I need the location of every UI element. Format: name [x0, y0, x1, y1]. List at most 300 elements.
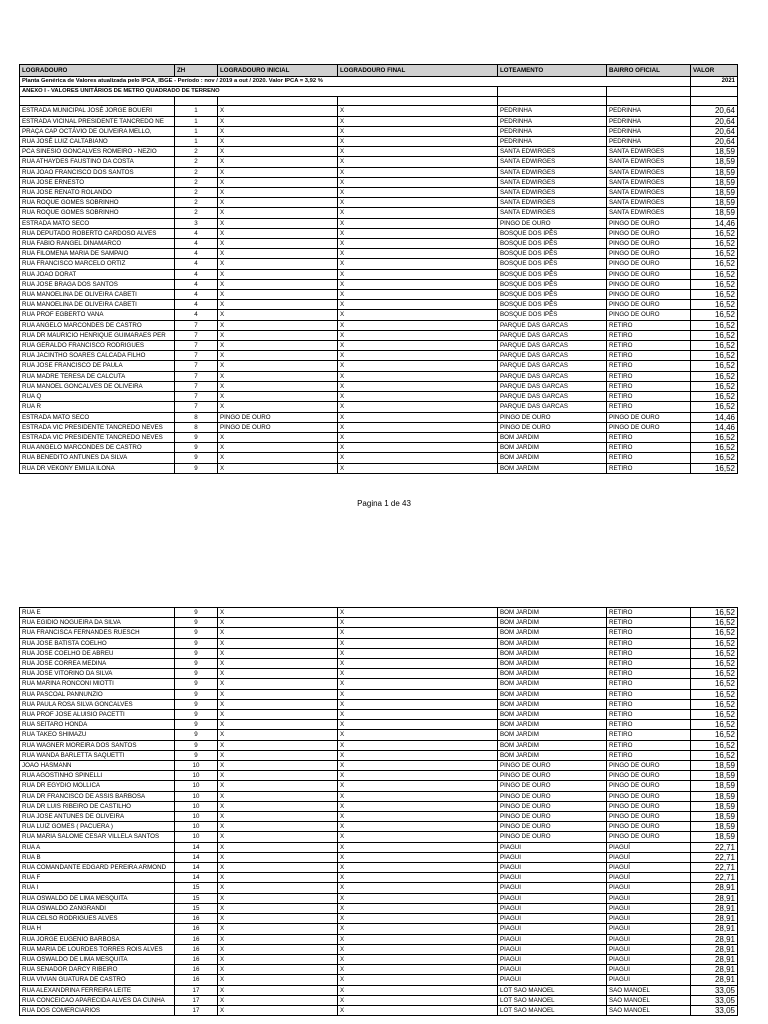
logradouro-inicial-cell: X — [218, 443, 338, 453]
logradouro-inicial-cell: X — [218, 761, 338, 771]
valor-cell: 16,52 — [691, 228, 738, 238]
table-row — [20, 781, 738, 791]
logradouro-final-cell: X — [338, 985, 498, 995]
loteamento-cell: PIAGUI — [498, 903, 607, 913]
logradouro-cell: RUA AGOSTINHO SPINELLI — [20, 771, 175, 781]
valor-cell: 18,59 — [691, 822, 738, 832]
planta-info-row — [20, 77, 738, 87]
valor-cell: 14,46 — [691, 412, 738, 422]
loteamento-cell: BOM JARDIM — [498, 689, 607, 699]
logradouro-cell: RUA JOSE COELHO DE ABREU — [20, 648, 175, 658]
zh-cell: 10 — [175, 771, 218, 781]
logradouro-cell: RUA DR EGYDIO MOLLICA — [20, 781, 175, 791]
valor-cell: 16,52 — [691, 443, 738, 453]
logradouro-final-cell: X — [338, 269, 498, 279]
table-row — [20, 608, 738, 618]
valor-cell: 14,46 — [691, 422, 738, 432]
valor-cell: 16,52 — [691, 330, 738, 340]
bairro-cell: RETIRO — [607, 638, 691, 648]
table-row — [20, 228, 738, 238]
logradouro-inicial-cell: X — [218, 249, 338, 259]
bairro-cell: PINGO DE OURO — [607, 412, 691, 422]
logradouro-cell: RUA MANOEL GONCALVES DE OLIVEIRA — [20, 381, 175, 391]
col-header-logradouro-final: LOGRADOURO FINAL — [338, 65, 498, 77]
zh-cell: 16 — [175, 914, 218, 924]
table-row — [20, 198, 738, 208]
table-row — [20, 361, 738, 371]
zh-cell: 16 — [175, 954, 218, 964]
logradouro-inicial-cell: X — [218, 290, 338, 300]
loteamento-cell: BOSQUE DOS IPÊS — [498, 290, 607, 300]
bairro-cell: RETIRO — [607, 371, 691, 381]
loteamento-cell: PEDRINHA — [498, 116, 607, 126]
logradouro-inicial-cell: X — [218, 259, 338, 269]
table-row — [20, 669, 738, 679]
table-row — [20, 812, 738, 822]
bairro-cell: SANTA EDWIRGES — [607, 208, 691, 218]
loteamento-cell: BOM JARDIM — [498, 699, 607, 709]
logradouro-final-cell: X — [338, 883, 498, 893]
bairro-cell: RETIRO — [607, 402, 691, 412]
zh-cell: 9 — [175, 608, 218, 618]
logradouro-cell: RUA JOSE VITORINO DA SILVA — [20, 669, 175, 679]
zh-cell: 1 — [175, 137, 218, 147]
bairro-cell: PINGO DE OURO — [607, 300, 691, 310]
logradouro-final-cell: X — [338, 669, 498, 679]
logradouro-cell: ESTRADA VIC PRESIDENTE TANCREDO NEVES — [20, 422, 175, 432]
bairro-cell: RETIRO — [607, 453, 691, 463]
valor-cell: 16,52 — [691, 750, 738, 760]
zh-cell: 9 — [175, 720, 218, 730]
table-row — [20, 618, 738, 628]
logradouro-final-cell: X — [338, 279, 498, 289]
valor-cell: 18,59 — [691, 177, 738, 187]
zh-cell: 15 — [175, 903, 218, 913]
zh-cell: 14 — [175, 852, 218, 862]
zh-cell: 7 — [175, 361, 218, 371]
logradouro-final-cell: X — [338, 832, 498, 842]
logradouro-cell: RUA DEPUTADO ROBERTO CARDOSO ALVES — [20, 228, 175, 238]
logradouro-final-cell: X — [338, 218, 498, 228]
logradouro-final-cell: X — [338, 137, 498, 147]
table-row — [20, 259, 738, 269]
logradouro-cell: RUA PASCOAL PANNUNZIO — [20, 689, 175, 699]
valor-cell: 22,71 — [691, 873, 738, 883]
logradouro-final-cell: X — [338, 177, 498, 187]
valor-cell: 33,05 — [691, 1005, 738, 1015]
logradouro-cell: RUA FILOMENA MARIA DE SAMPAIO — [20, 249, 175, 259]
logradouro-inicial-cell: X — [218, 883, 338, 893]
table-row — [20, 985, 738, 995]
table-row — [20, 300, 738, 310]
zh-cell: 4 — [175, 239, 218, 249]
loteamento-cell: PARQUE DAS GARCAS — [498, 381, 607, 391]
table-row — [20, 628, 738, 638]
blank-cell — [691, 97, 738, 106]
logradouro-final-cell: X — [338, 106, 498, 116]
loteamento-cell: PIAGUI — [498, 883, 607, 893]
logradouro-inicial-cell: X — [218, 116, 338, 126]
logradouro-final-cell: X — [338, 791, 498, 801]
valor-cell: 16,52 — [691, 392, 738, 402]
valor-cell: 18,59 — [691, 832, 738, 842]
logradouro-inicial-cell: X — [218, 781, 338, 791]
loteamento-cell: PINGO DE OURO — [498, 812, 607, 822]
zh-cell: 16 — [175, 944, 218, 954]
logradouro-inicial-cell: X — [218, 618, 338, 628]
logradouro-final-cell: X — [338, 720, 498, 730]
table-row — [20, 147, 738, 157]
logradouro-cell: RUA DR VEKONY EMILIA ILONA — [20, 463, 175, 473]
bairro-cell: RETIRO — [607, 699, 691, 709]
loteamento-cell: BOM JARDIM — [498, 669, 607, 679]
valor-cell: 20,64 — [691, 106, 738, 116]
logradouro-final-cell: X — [338, 801, 498, 811]
logradouro-inicial-cell: X — [218, 893, 338, 903]
bairro-cell: PINGO DE OURO — [607, 239, 691, 249]
logradouro-inicial-cell: X — [218, 699, 338, 709]
table-row — [20, 659, 738, 669]
table-row — [20, 934, 738, 944]
loteamento-cell: BOSQUE DOS IPÊS — [498, 239, 607, 249]
loteamento-cell: PIAGUI — [498, 842, 607, 852]
bairro-cell: RETIRO — [607, 330, 691, 340]
table-row — [20, 863, 738, 873]
logradouro-cell: RUA FRANCISCA FERNANDES RUESCH — [20, 628, 175, 638]
bairro-cell: PINGO DE OURO — [607, 228, 691, 238]
logradouro-final-cell: X — [338, 771, 498, 781]
bairro-cell: PIAGUÍ — [607, 873, 691, 883]
table-row — [20, 801, 738, 811]
loteamento-cell: BOSQUE DOS IPÊS — [498, 249, 607, 259]
loteamento-cell: BOSQUE DOS IPÊS — [498, 300, 607, 310]
zh-cell: 9 — [175, 463, 218, 473]
col-header-valor: VALOR — [691, 65, 738, 77]
logradouro-inicial-cell: X — [218, 659, 338, 669]
logradouro-inicial-cell: X — [218, 914, 338, 924]
valor-cell: 20,64 — [691, 137, 738, 147]
valor-cell: 16,52 — [691, 659, 738, 669]
bairro-cell: PINGO DE OURO — [607, 832, 691, 842]
zh-cell: 14 — [175, 842, 218, 852]
zh-cell: 9 — [175, 628, 218, 638]
table-row — [20, 944, 738, 954]
blank-row — [20, 97, 738, 106]
valor-cell: 18,59 — [691, 771, 738, 781]
table-row — [20, 249, 738, 259]
logradouro-final-cell: X — [338, 628, 498, 638]
bairro-cell: PIAGUI — [607, 903, 691, 913]
logradouro-cell: RUA GERALDO FRANCISCO RODRIGUES — [20, 341, 175, 351]
logradouro-final-cell: X — [338, 392, 498, 402]
table-row — [20, 771, 738, 781]
valor-cell: 16,52 — [691, 341, 738, 351]
loteamento-cell: SANTA EDWIRGES — [498, 167, 607, 177]
logradouro-inicial-cell: X — [218, 710, 338, 720]
logradouro-inicial-cell: X — [218, 463, 338, 473]
bairro-cell: RETIRO — [607, 463, 691, 473]
zh-cell: 9 — [175, 730, 218, 740]
loteamento-cell: BOM JARDIM — [498, 648, 607, 658]
loteamento-cell: PARQUE DAS GARCAS — [498, 341, 607, 351]
logradouro-final-cell: X — [338, 259, 498, 269]
valor-cell: 20,64 — [691, 126, 738, 136]
anexo-empty-cell — [691, 87, 738, 97]
logradouro-inicial-cell: X — [218, 392, 338, 402]
logradouro-final-cell: X — [338, 618, 498, 628]
logradouro-cell: RUA MADRE TERESA DE CALCUTA — [20, 371, 175, 381]
bairro-cell: RETIRO — [607, 710, 691, 720]
planta-info-text: Planta Genérica de Valores atualizada pelo IPCA_IBGE - Período : nov / 2019 a out / 2020. Valor IPCA = 3,92 % — [20, 77, 691, 87]
logradouro-final-cell: X — [338, 638, 498, 648]
logradouro-final-cell: X — [338, 995, 498, 1005]
logradouro-inicial-cell: X — [218, 341, 338, 351]
logradouro-cell: RUA CONCEICAO APARECIDA ALVES DA CUNHA — [20, 995, 175, 1005]
logradouro-cell: ESTRADA VICINAL PRESIDENTE TANCREDO NE — [20, 116, 175, 126]
logradouro-cell: RUA PAULA ROSA SILVA GONCALVES — [20, 699, 175, 709]
table-row — [20, 638, 738, 648]
logradouro-cell: RUA JOSE ANTUNES DE OLIVEIRA — [20, 812, 175, 822]
bairro-cell: SANTA EDWIRGES — [607, 167, 691, 177]
logradouro-cell: RUA MARINA RONCONI MIOTTI — [20, 679, 175, 689]
table-row — [20, 842, 738, 852]
valor-cell: 16,52 — [691, 320, 738, 330]
table-row — [20, 750, 738, 760]
logradouro-cell: RUA OSWALDO DE LIMA MESQUITA — [20, 954, 175, 964]
logradouro-cell: RUA BENEDITO ANTUNES DA SILVA — [20, 453, 175, 463]
zh-cell: 9 — [175, 648, 218, 658]
table-row — [20, 453, 738, 463]
bairro-cell: RETIRO — [607, 689, 691, 699]
zh-cell: 9 — [175, 659, 218, 669]
logradouro-final-cell: X — [338, 300, 498, 310]
logradouro-final-cell: X — [338, 290, 498, 300]
zh-cell: 7 — [175, 371, 218, 381]
valor-cell: 16,52 — [691, 381, 738, 391]
bairro-cell: PIAGUI — [607, 924, 691, 934]
logradouro-cell: RUA TAKEO SHIMAZU — [20, 730, 175, 740]
logradouro-final-cell: X — [338, 710, 498, 720]
zh-cell: 16 — [175, 975, 218, 985]
loteamento-cell: PINGO DE OURO — [498, 781, 607, 791]
loteamento-cell: PEDRINHA — [498, 106, 607, 116]
logradouro-inicial-cell: X — [218, 310, 338, 320]
logradouro-final-cell: X — [338, 781, 498, 791]
valor-cell: 16,52 — [691, 463, 738, 473]
table-row — [20, 392, 738, 402]
logradouro-final-cell: X — [338, 422, 498, 432]
table-row — [20, 822, 738, 832]
valor-cell: 16,52 — [691, 351, 738, 361]
valor-cell: 18,59 — [691, 147, 738, 157]
anexo-title: ANEXO I - VALORES UNITÁRIOS DE METRO QUADRADO DE TERRENO — [20, 87, 498, 97]
loteamento-cell: SANTA EDWIRGES — [498, 157, 607, 167]
logradouro-final-cell: X — [338, 361, 498, 371]
bairro-cell: SAO MANOEL — [607, 985, 691, 995]
valor-cell: 16,52 — [691, 269, 738, 279]
bairro-cell: PIAGUI — [607, 975, 691, 985]
bairro-cell: RETIRO — [607, 679, 691, 689]
table-row — [20, 239, 738, 249]
zh-cell: 2 — [175, 167, 218, 177]
table-row — [20, 290, 738, 300]
bairro-cell: PINGO DE OURO — [607, 249, 691, 259]
zh-cell: 10 — [175, 791, 218, 801]
table-row — [20, 832, 738, 842]
table-row — [20, 157, 738, 167]
logradouro-inicial-cell: X — [218, 208, 338, 218]
logradouro-cell: RUA JOAO DORAT — [20, 269, 175, 279]
logradouro-inicial-cell: X — [218, 351, 338, 361]
zh-cell: 10 — [175, 781, 218, 791]
logradouro-inicial-cell: X — [218, 812, 338, 822]
zh-cell: 2 — [175, 177, 218, 187]
valor-cell: 28,91 — [691, 965, 738, 975]
logradouro-inicial-cell: X — [218, 177, 338, 187]
valor-cell: 16,52 — [691, 720, 738, 730]
bairro-cell: RETIRO — [607, 608, 691, 618]
logradouro-cell: RUA OSWALDO ZANGRANDI — [20, 903, 175, 913]
zh-cell: 1 — [175, 126, 218, 136]
logradouro-cell: RUA JOSE CORREA MEDINA — [20, 659, 175, 669]
bairro-cell: RETIRO — [607, 443, 691, 453]
year-cell: 2021 — [691, 77, 738, 87]
logradouro-final-cell: X — [338, 351, 498, 361]
zh-cell: 17 — [175, 1005, 218, 1015]
col-header-loteamento: LOTEAMENTO — [498, 65, 607, 77]
valor-cell: 18,59 — [691, 208, 738, 218]
logradouro-inicial-cell: X — [218, 679, 338, 689]
loteamento-cell: BOM JARDIM — [498, 710, 607, 720]
logradouro-final-cell: X — [338, 249, 498, 259]
table-row — [20, 310, 738, 320]
logradouro-inicial-cell: X — [218, 822, 338, 832]
valor-cell: 28,91 — [691, 954, 738, 964]
logradouro-cell: RUA JOSE RENATO ROLANDO — [20, 188, 175, 198]
table-row — [20, 730, 738, 740]
logradouro-cell: RUA MANOELINA DE OLIVEIRA CABETI — [20, 290, 175, 300]
loteamento-cell: LOT SAO MANOEL — [498, 995, 607, 1005]
logradouro-inicial-cell: X — [218, 852, 338, 862]
valor-cell: 16,52 — [691, 453, 738, 463]
logradouro-final-cell: X — [338, 198, 498, 208]
logradouro-cell: RUA JOSE BRAGA DOS SANTOS — [20, 279, 175, 289]
logradouro-inicial-cell: X — [218, 106, 338, 116]
valor-cell: 16,52 — [691, 689, 738, 699]
logradouro-final-cell: X — [338, 208, 498, 218]
valor-cell: 16,52 — [691, 730, 738, 740]
table-row — [20, 914, 738, 924]
loteamento-cell: PIAGUI — [498, 863, 607, 873]
logradouro-final-cell: X — [338, 147, 498, 157]
table-row — [20, 965, 738, 975]
logradouro-final-cell: X — [338, 944, 498, 954]
logradouro-inicial-cell: X — [218, 648, 338, 658]
logradouro-inicial-cell: X — [218, 157, 338, 167]
blank-cell — [218, 97, 338, 106]
logradouro-final-cell: X — [338, 167, 498, 177]
zh-cell: 16 — [175, 965, 218, 975]
bairro-cell: PEDRINHA — [607, 116, 691, 126]
bairro-cell: RETIRO — [607, 740, 691, 750]
logradouro-final-cell: X — [338, 648, 498, 658]
logradouro-final-cell: X — [338, 608, 498, 618]
logradouro-inicial-cell: X — [218, 924, 338, 934]
logradouro-inicial-cell: X — [218, 730, 338, 740]
table-row — [20, 167, 738, 177]
logradouro-cell: RUA Q — [20, 392, 175, 402]
table-row — [20, 432, 738, 442]
logradouro-final-cell: X — [338, 116, 498, 126]
logradouro-inicial-cell: X — [218, 279, 338, 289]
logradouro-final-cell: X — [338, 842, 498, 852]
zh-cell: 4 — [175, 300, 218, 310]
valor-cell: 16,52 — [691, 279, 738, 289]
zh-cell: 9 — [175, 710, 218, 720]
bairro-cell: RETIRO — [607, 341, 691, 351]
logradouro-final-cell: X — [338, 954, 498, 964]
logradouro-final-cell: X — [338, 402, 498, 412]
valor-cell: 16,52 — [691, 638, 738, 648]
table-row — [20, 995, 738, 1005]
valor-cell: 20,64 — [691, 116, 738, 126]
valor-cell: 33,05 — [691, 985, 738, 995]
zh-cell: 16 — [175, 934, 218, 944]
bairro-cell: PEDRINHA — [607, 126, 691, 136]
loteamento-cell: BOM JARDIM — [498, 659, 607, 669]
table-row — [20, 412, 738, 422]
loteamento-cell: PARQUE DAS GARCAS — [498, 361, 607, 371]
logradouro-cell: RUA ROQUE GOMES SOBRINHO — [20, 208, 175, 218]
valor-cell: 22,71 — [691, 863, 738, 873]
logradouro-cell: RUA JORGE EUGENIO BARBOSA — [20, 934, 175, 944]
zh-cell: 9 — [175, 432, 218, 442]
logradouro-cell: RUA EGIDIO NOGUEIRA DA SILVA — [20, 618, 175, 628]
logradouro-cell: RUA DOS COMERCIARIOS — [20, 1005, 175, 1015]
loteamento-cell: PIAGUI — [498, 893, 607, 903]
bairro-cell: SAO MANOEL — [607, 995, 691, 1005]
table-row — [20, 341, 738, 351]
zh-cell: 1 — [175, 106, 218, 116]
loteamento-cell: LOT SAO MANOEL — [498, 985, 607, 995]
logradouro-cell: ESTRADA MATO SECO — [20, 412, 175, 422]
table-row — [20, 106, 738, 116]
zh-cell: 2 — [175, 147, 218, 157]
logradouro-cell: RUA ROQUE GOMES SOBRINHO — [20, 198, 175, 208]
bairro-cell: PIAGUI — [607, 944, 691, 954]
zh-cell: 4 — [175, 290, 218, 300]
zh-cell: 9 — [175, 679, 218, 689]
logradouro-cell: RUA MANOELINA DE OLIVEIRA CABETI — [20, 300, 175, 310]
table-row — [20, 443, 738, 453]
logradouro-inicial-cell: X — [218, 965, 338, 975]
zh-cell: 4 — [175, 279, 218, 289]
logradouro-final-cell: X — [338, 740, 498, 750]
bairro-cell: RETIRO — [607, 320, 691, 330]
loteamento-cell: PIAGUI — [498, 965, 607, 975]
table-row — [20, 710, 738, 720]
table-row — [20, 893, 738, 903]
col-header-logradouro: LOGRADOURO — [20, 65, 175, 77]
loteamento-cell: BOSQUE DOS IPÊS — [498, 279, 607, 289]
logradouro-inicial-cell: X — [218, 863, 338, 873]
table-row — [20, 269, 738, 279]
logradouro-inicial-cell: X — [218, 198, 338, 208]
valor-cell: 18,59 — [691, 812, 738, 822]
page-1-sheet — [19, 64, 737, 474]
logradouro-cell: JOAO HASMANN — [20, 761, 175, 771]
logradouro-cell: RUA VIVIAN GUATURA DE CASTRO — [20, 975, 175, 985]
